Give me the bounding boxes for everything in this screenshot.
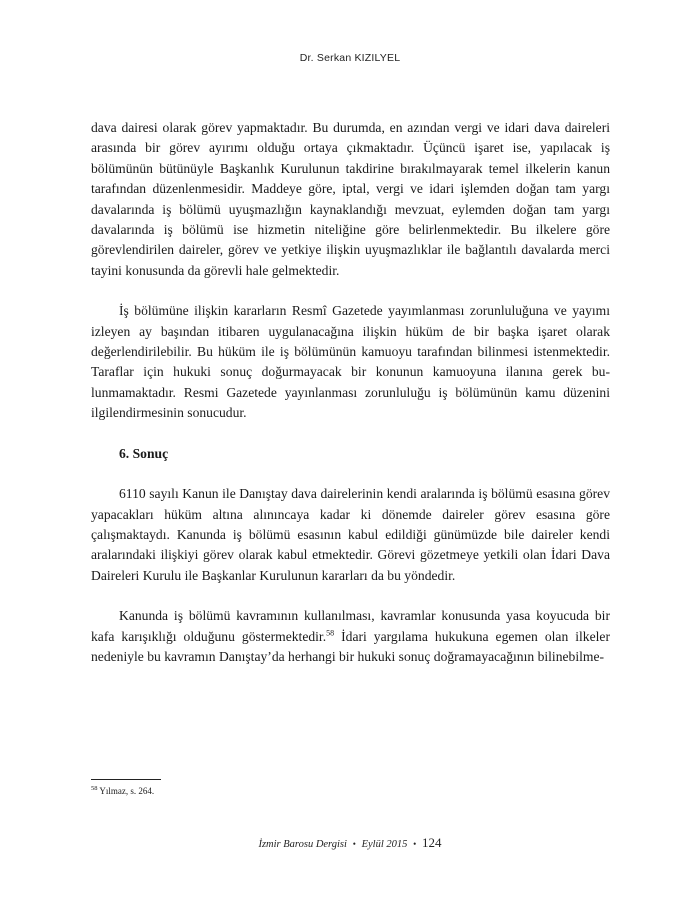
footer-bullet: • xyxy=(352,839,356,849)
footnote-number: 58 xyxy=(91,785,98,792)
paragraph-gap xyxy=(91,464,610,484)
page-number: 124 xyxy=(422,835,442,850)
main-text xyxy=(91,118,610,667)
footnote-text: Yılmaz, s. 264. xyxy=(97,786,155,796)
paragraph-4-start: Kanunda iş bölümü kavramının kullanılması, kavramlar konusunda yasa koyucuda bir kafa karışıklığı olduğunu göstermektedir. xyxy=(91,608,610,644)
section-heading: 6. Sonuç xyxy=(119,445,169,461)
paragraph-3: 6110 sayılı Kanun ile Danıştay dava dairelerinin kendi aralarında iş bölümü esasına görev yapacakları hüküm altına alınıncaya kadar ki dönemde daireler görev esasına göre çalışmaktaydı. Kanunda iş bölümü esasının kabul edildiği günümüzde bile daireler kendi aralarındaki ilişkiyi görev olarak kabul etmektedir. Görevi gözetmeye yetkili olan İdari Dava Daireleri Kurulu ile Başkanlar Kurulunun kararları da bu yöndedir. xyxy=(91,486,610,583)
journal-issue: Eylül 2015 xyxy=(361,839,408,850)
running-footer xyxy=(0,835,700,851)
running-header xyxy=(0,52,700,64)
author-name: Dr. Serkan KIZILYEL xyxy=(299,52,401,64)
footnote-divider xyxy=(91,779,161,780)
footnote-reference[interactable]: 58 xyxy=(326,628,335,637)
paragraph-gap xyxy=(91,586,610,606)
footer-bullet: • xyxy=(413,839,417,849)
paragraph-gap xyxy=(91,281,610,301)
paragraph-1: dava dairesi olarak görev yapmaktadır. Bu durumda, en azından vergi ve idari dava daireleri arasında bir görev ayırımı olduğu ortaya çıkmaktadır. Üçüncü işaret ise, yapılacak iş bölümünün bütünüyle Başkanlık Kurulunun takdirine bırakılmayarak temel ilkelerin kanun tarafından düzenlenmesidir. Maddeye göre, iptal, vergi ve idari işlemden doğan tam yargı davalarında iş bölümü uyuşmazlığın kaynaklandığı mevzuat, eylemden doğan tam yargı davalarında iş bölümü ise hizmetin niteliğine göre belirlenmektedir. Bu ilkelere göre görevlendirilen daireler, görev ve yetkiye ilişkin uyuşmazlıklar ile bağlantılı davalarda merci tayini konusunda da görevli hale gelmektedir. xyxy=(91,120,610,278)
paragraph-2: İş bölümüne ilişkin kararların Resmî Gazetede yayımlanması zorunluluğuna ve yayımı izleyen ay başından itibaren uygulanacağına ilişkin hüküm de bir başka işaret olarak değerlendirilebilir. Bu hüküm ile iş bölümünün kamuoyu tarafından bilinmesi istenmektedir. Taraflar için hukuki sonuç doğurmayacak bir konunun kamuoyuna ilanına gerek bulunmamaktadır. Resmi Gazetede yayınlanması zorunluluğu iş bölümünün kamu düzenini ilgilendirmesinin sonucudur. xyxy=(91,303,610,421)
paragraph-gap xyxy=(91,424,610,444)
journal-name: İzmir Barosu Dergisi xyxy=(258,839,347,850)
footnote xyxy=(91,786,154,796)
paragraph-4-continued: İdari yargılama hukukuna egemen olan ilkeler nedeniyle bu kavramın Danıştay’da herhangi bir hukuki sonuç doğramayacağının bilinebilme- xyxy=(91,628,610,664)
paragraph-4 xyxy=(91,606,610,667)
